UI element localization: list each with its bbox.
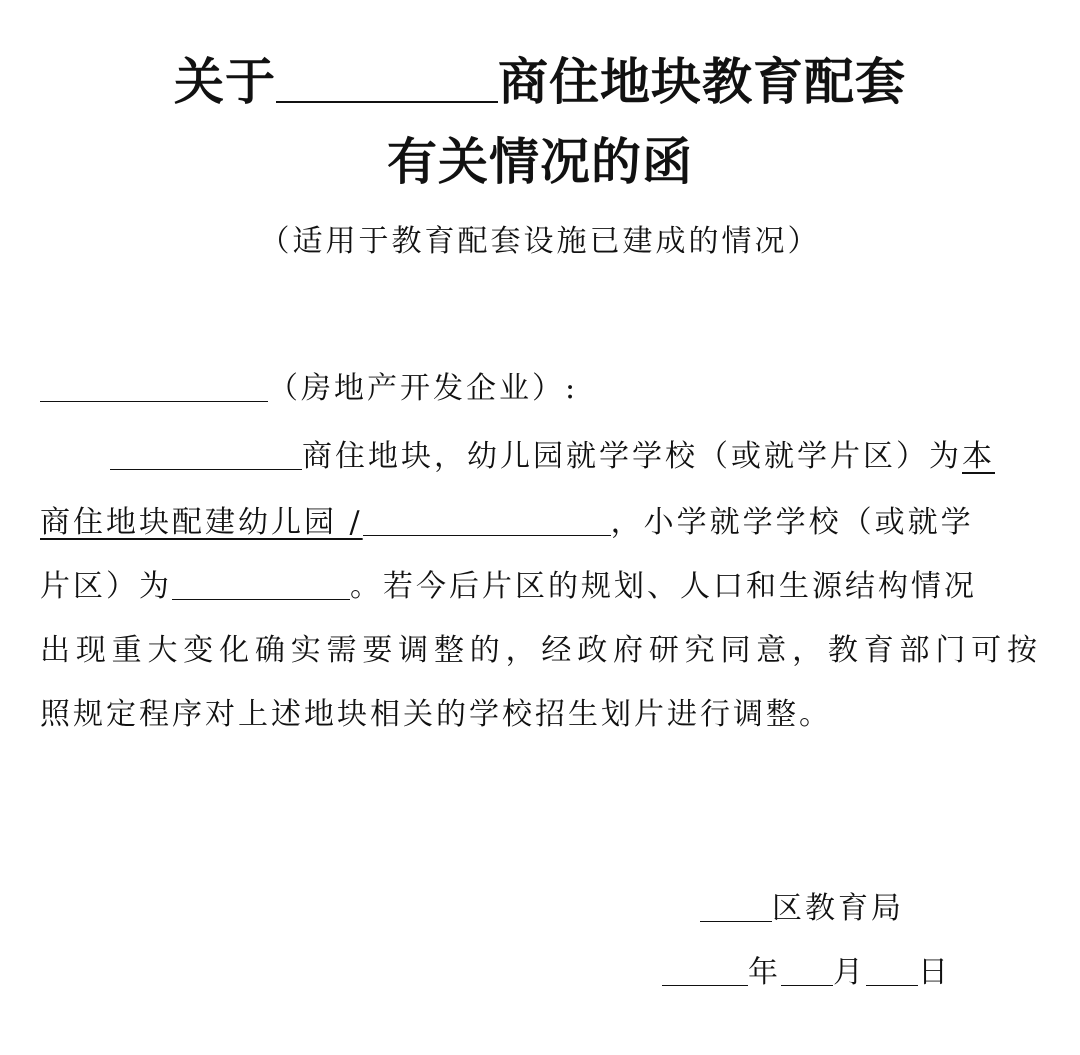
body-line-5: 照规定程序对上述地块相关的学校招生划片进行调整。 [40,697,832,732]
body-line-3-prefix: 片区）为 [40,569,172,604]
body-line-2 [40,498,1040,548]
title-line-2: 有关情况的函 [387,133,693,191]
title-suffix: 商住地块教育配套 [498,53,906,111]
body-line-4: 出现重大变化确实需要调整的，经政府研究同意，教育部门可按 [40,633,1040,668]
signature-date [662,948,951,998]
primary-school-blank [172,563,350,600]
district-blank [700,885,772,922]
day-blank [866,949,918,986]
title-prefix: 关于 [174,53,276,111]
kindergarten-underlined-text: 商住地块配建幼儿园 / [40,505,363,540]
month-blank [781,949,833,986]
kindergarten-blank [363,499,611,536]
addressee-line [40,364,1040,414]
title-line-1 [0,52,1080,112]
body-line-3 [40,562,1040,612]
developer-blank [40,365,268,402]
day-label: 日 [918,955,951,990]
plot-name-blank [110,433,302,470]
year-label: 年 [748,955,781,990]
signature-org-label: 区教育局 [772,891,904,926]
year-blank [662,949,748,986]
body-line-1-underlined: 本 [962,439,995,474]
title-project-blank [276,57,498,103]
body-line-1 [40,432,1040,482]
body-line-3-suffix: 。若今后片区的规划、人口和生源结构情况 [350,569,977,604]
subtitle: （适用于教育配套设施已建成的情况） [259,224,821,259]
body-line-1-text: 商住地块，幼儿园就学学校（或就学片区）为 [302,439,962,474]
month-label: 月 [833,955,866,990]
signature-org [700,884,904,934]
body-line-2-text: ，小学就学学校（或就学 [610,505,974,540]
addressee-label: （房地产开发企业）: [268,371,579,406]
